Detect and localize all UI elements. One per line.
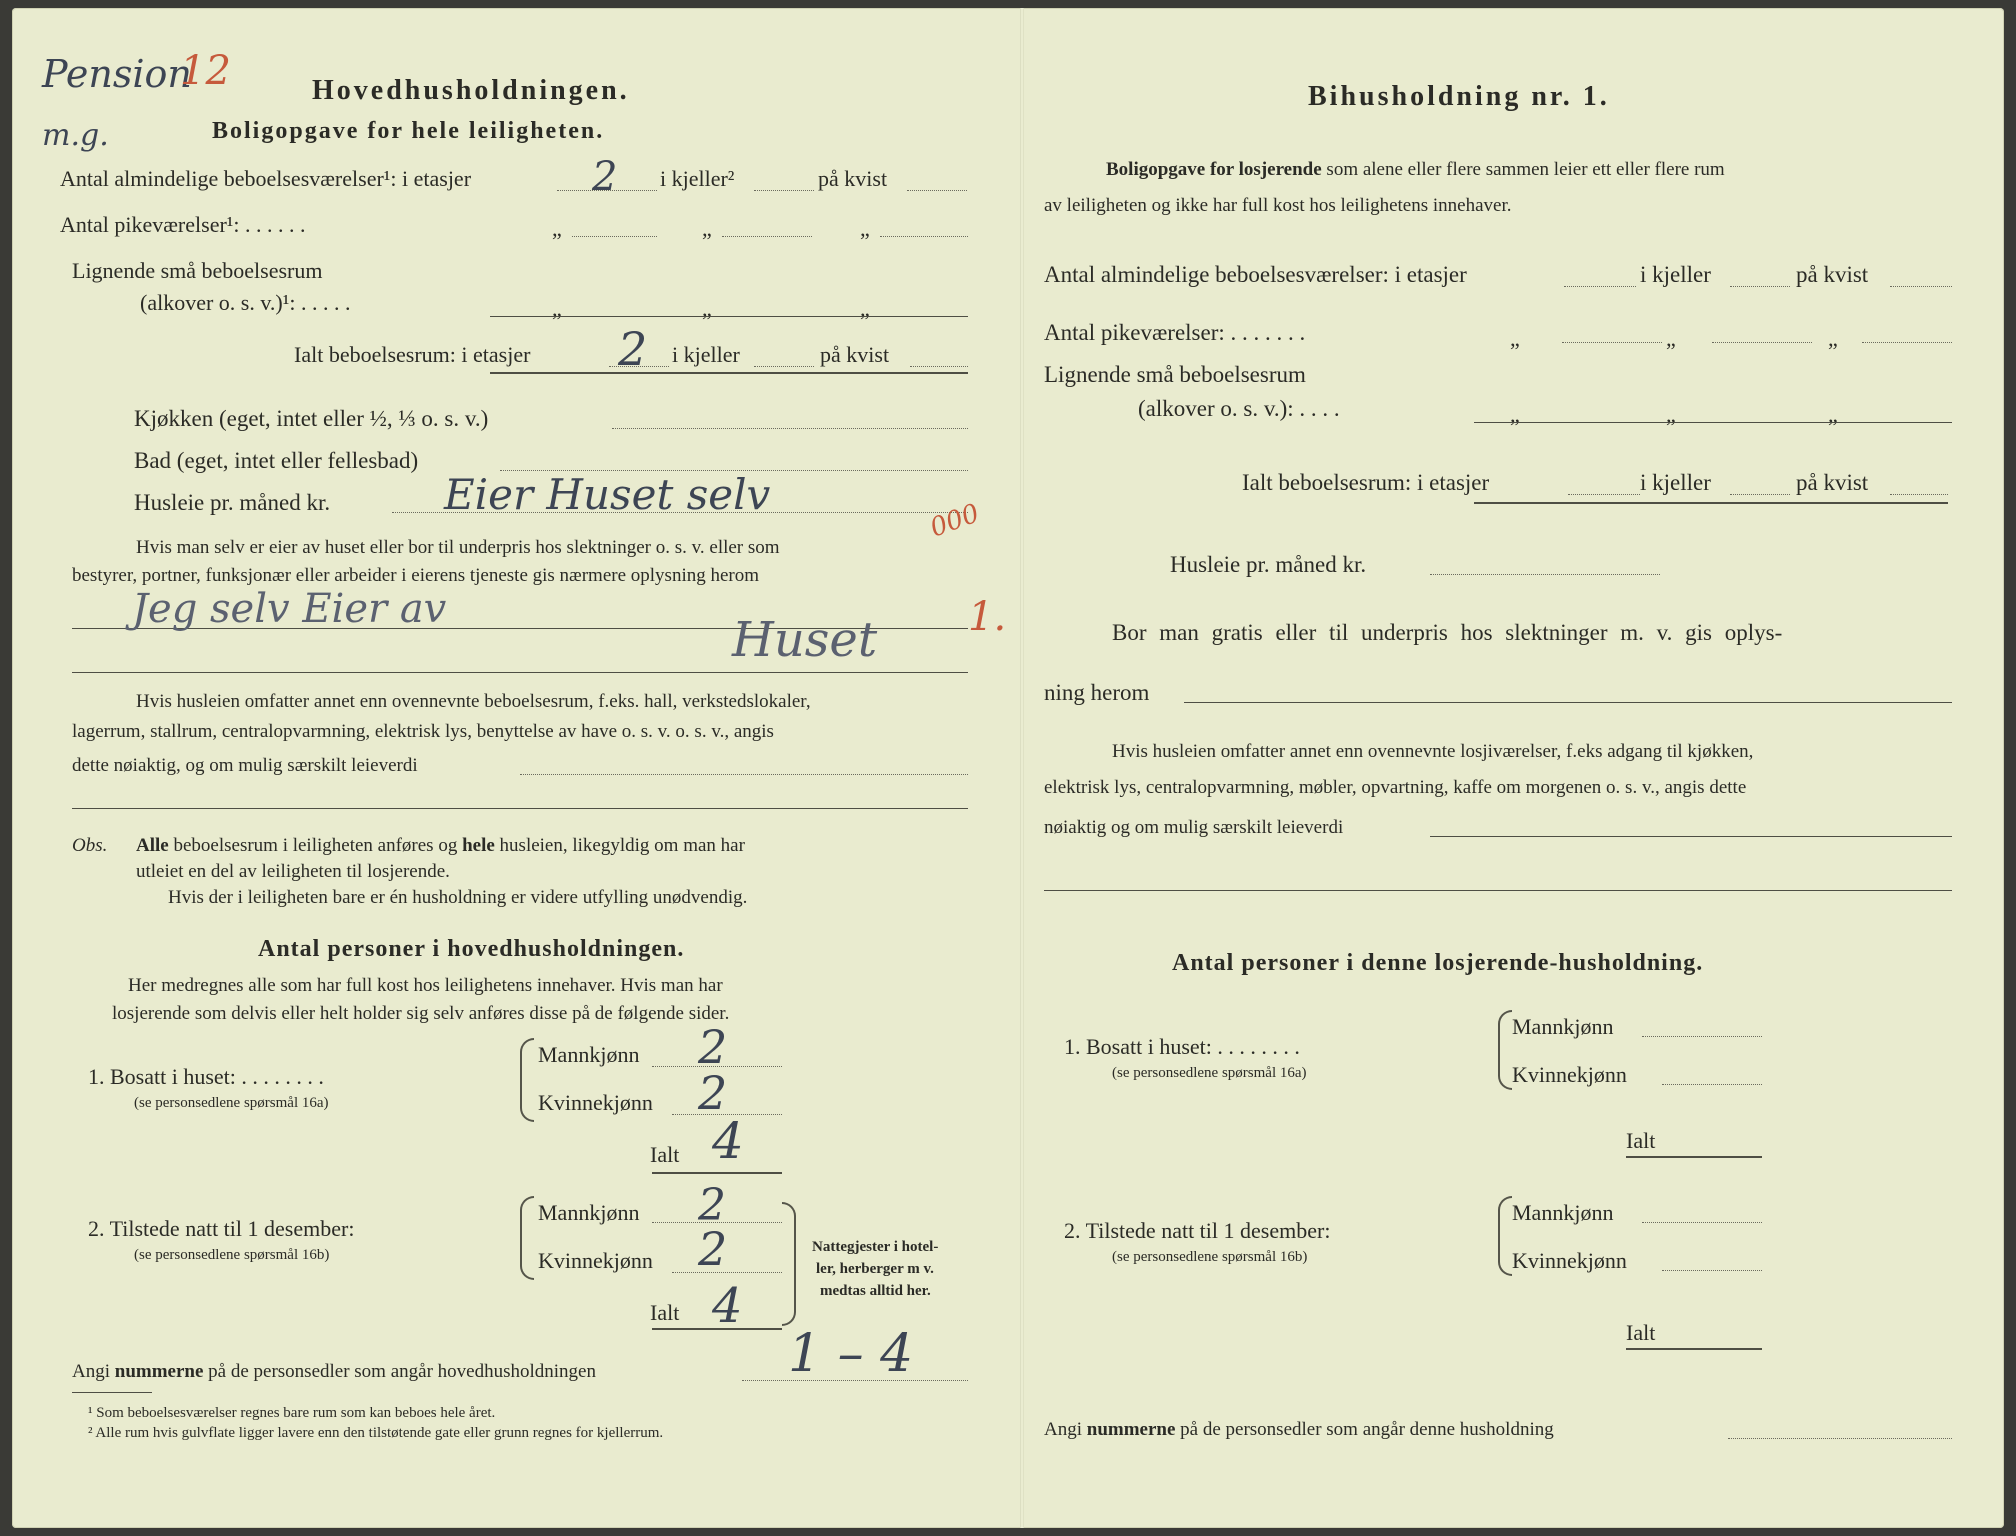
right-q1-brace [1498, 1010, 1512, 1090]
hw-nummer: 1 – 4 [788, 1324, 914, 1384]
hw-husleie: Eier Huset selv [444, 470, 771, 519]
right-intro-2: av leiligheten og ikke har full kost hos leilighetens innehaver. [1044, 195, 1512, 216]
ialt-kjeller-field[interactable] [754, 366, 814, 367]
right-angi-a: Angi [1044, 1419, 1082, 1440]
ialt-underline [490, 372, 968, 374]
hw-q1-kvinne: 2 [698, 1066, 728, 1120]
lignende-sum-line [490, 316, 968, 317]
pike-kjeller-field[interactable] [722, 236, 812, 237]
q1-mann-label: Mannkjønn [538, 1042, 640, 1067]
hw-ialt-etasjer: 2 [618, 322, 648, 376]
census-form-sheet [12, 8, 2004, 1528]
hw-ooo: 000 [926, 498, 984, 544]
ditto-mark: „ [860, 296, 870, 321]
footnote-rule [72, 1392, 152, 1393]
ialt-kjeller-label: i kjeller [672, 342, 740, 367]
left-subtitle: Boligopgave for hele leiligheten. [212, 118, 605, 144]
rooms-kjeller-field[interactable] [754, 190, 814, 191]
hw-mark-one: 1. [968, 594, 1007, 640]
ditto-mark: „ [1828, 326, 1838, 351]
q1-ialt-field[interactable] [652, 1172, 782, 1174]
obs-text-a: beboelsesrum i leiligheten anføres og [173, 835, 458, 856]
q1-ialt-label: Ialt [650, 1142, 680, 1167]
q2-brace [520, 1196, 534, 1280]
rooms-kvist-label: på kvist [818, 166, 888, 191]
ditto-mark: „ [860, 216, 870, 241]
note-omfatter-1: Hvis husleien omfatter annet enn ovennevnte beboelsesrum, f.eks. hall, verkstedslokaler, [136, 691, 811, 712]
persons-title: Antal personer i hovedhusholdningen. [258, 936, 685, 962]
q2-label: 2. Tilstede natt til 1 desember: [88, 1216, 355, 1241]
right-q1-kvinne-label: Kvinnekjønn [1512, 1062, 1627, 1087]
note-omfatter-3: dette nøiaktig, og om mulig særskilt leieverdi [72, 755, 418, 776]
right-q2-mann-label: Mannkjønn [1512, 1200, 1614, 1225]
q2-ialt-label: Ialt [650, 1300, 680, 1325]
q1-sub: (se personsedlene spørsmål 16a) [134, 1095, 329, 1111]
right-rooms-label: Antal almindelige beboelsesværelser: i etasjer [1044, 262, 1467, 287]
right-q1-ialt-label: Ialt [1626, 1128, 1656, 1153]
right-persons-title: Antal personer i denne losjerende-husholdning. [1172, 950, 1704, 976]
right-q2-label: 2. Tilstede natt til 1 desember: [1064, 1218, 1331, 1243]
right-pike-label: Antal pikeværelser: . . . . . . . [1044, 320, 1306, 345]
hw-q2-ialt: 4 [712, 1278, 743, 1334]
rooms-kvist-field[interactable] [907, 190, 967, 191]
lignende-label-1: Lignende små beboelsesrum [72, 258, 323, 283]
right-gratis-2: ning herom [1044, 680, 1150, 705]
note-omfatter-2: lagerrum, stallrum, centralopvarmning, elektrisk lys, benyttelse av have o. s. v. o. s. v., angis [72, 721, 774, 742]
right-title: Bihusholdning nr. 1. [1308, 81, 1610, 112]
right-q2-kvinne-field[interactable] [1662, 1270, 1762, 1271]
obs-text-b: husleien, likegyldig om man har [499, 835, 745, 856]
ditto-mark: „ [1510, 326, 1520, 351]
right-husleie-field[interactable] [1430, 574, 1660, 575]
right-intro-1 [1106, 158, 1725, 182]
right-pike-etasjer-field[interactable] [1562, 342, 1662, 343]
persons-note-1: Her medregnes alle som har full kost hos leilighetens innehaver. Hvis man har [128, 975, 723, 996]
obs-label: Obs. [72, 835, 108, 856]
right-angi-c: på de personsedler som angår denne husholdning [1180, 1419, 1554, 1440]
pike-etasjer-field[interactable] [572, 236, 657, 237]
right-angi-field[interactable] [1728, 1438, 1952, 1439]
right-angi-line [1044, 1418, 1554, 1442]
right-ialt-underline [1474, 502, 1948, 504]
hw-q2-mann: 2 [698, 1180, 726, 1231]
right-lignende-1: Lignende små beboelsesrum [1044, 362, 1306, 387]
page-fold [1020, 8, 1024, 1528]
ialt-kvist-label: på kvist [820, 342, 890, 367]
note-eier-2: bestyrer, portner, funksjonær eller arbeider i eierens tjeneste gis nærmere oplysning herom [72, 565, 760, 586]
q2-sub: (se personsedlene spørsmål 16b) [134, 1247, 330, 1263]
pike-label: Antal pikeværelser¹: . . . . . . [60, 212, 306, 237]
right-husleie-label: Husleie pr. måned kr. [1170, 552, 1367, 577]
right-q2-ialt-field[interactable] [1626, 1348, 1762, 1350]
right-q2-sub: (se personsedlene spørsmål 16b) [1112, 1249, 1308, 1265]
right-rooms-kjeller-field[interactable] [1730, 286, 1790, 287]
ialt-kvist-field[interactable] [910, 366, 968, 367]
ditto-mark: „ [702, 216, 712, 241]
obs-hele: hele [462, 835, 495, 856]
right-intro-bold: Boligopgave for losjerende [1106, 159, 1322, 180]
q1-kvinne-label: Kvinnekjønn [538, 1090, 653, 1115]
ditto-mark: „ [552, 296, 562, 321]
ialt-label: Ialt beboelsesrum: i etasjer [294, 342, 531, 367]
q1-brace [520, 1038, 534, 1122]
ditto-mark: „ [552, 216, 562, 241]
omfatter-field[interactable] [520, 774, 968, 775]
right-q2-ialt-label: Ialt [1626, 1320, 1656, 1345]
eier-line-2[interactable] [72, 672, 968, 673]
right-lignende-2: (alkover o. s. v.): . . . . [1138, 396, 1340, 421]
hw-q1-ialt: 4 [712, 1112, 744, 1170]
right-q2-brace [1498, 1196, 1512, 1276]
right-intro-rest: som alene eller flere sammen leier ett eller flere rum [1326, 159, 1725, 180]
right-q1-label: 1. Bosatt i huset: . . . . . . . . [1064, 1034, 1300, 1059]
hw-eier-2: Huset [732, 612, 878, 668]
right-rooms-etasjer-field[interactable] [1564, 286, 1636, 287]
right-gratis-field[interactable] [1184, 702, 1952, 703]
right-ialt-etasjer-field[interactable] [1568, 494, 1640, 495]
q1-label: 1. Bosatt i huset: . . . . . . . . [88, 1064, 324, 1089]
bad-label: Bad (eget, intet eller fellesbad) [134, 448, 419, 473]
right-q2-mann-field[interactable] [1642, 1222, 1762, 1223]
note-eier-1: Hvis man selv er eier av huset eller bor til underpris hos slektninger o. s. v. eller som [136, 537, 780, 558]
obs-line-1 [136, 834, 745, 858]
rooms-kjeller-label: i kjeller² [660, 166, 735, 191]
right-q2-kvinne-label: Kvinnekjønn [1512, 1248, 1627, 1273]
right-omfatter-1: Hvis husleien omfatter annet enn ovennevnte losjiværelser, f.eks adgang til kjøkken, [1112, 741, 1754, 762]
hw-pension: Pension [42, 52, 192, 96]
right-q1-mann-label: Mannkjønn [1512, 1014, 1614, 1039]
right-omfatter-2: elektrisk lys, centralopvarmning, møbler, opvartning, kaffe om morgenen o. s. v., angis dette [1044, 777, 1747, 798]
hw-q1-mann: 2 [698, 1020, 728, 1074]
angi-line [72, 1360, 596, 1384]
hw-mg: m.g. [42, 118, 109, 153]
hw-q2-kvinne: 2 [698, 1222, 728, 1276]
ditto-mark: „ [1666, 402, 1676, 427]
left-title: Hovedhusholdningen. [312, 75, 630, 106]
right-ialt-kvist-field[interactable] [1890, 494, 1948, 495]
nattegjester-1: Nattegjester i hotel- [812, 1239, 939, 1255]
lignende-label-2: (alkover o. s. v.)¹: . . . . . [140, 290, 351, 315]
rooms-label: Antal almindelige beboelsesværelser¹: i etasjer [60, 166, 472, 191]
right-ialt-kvist-label: på kvist [1796, 470, 1869, 495]
right-lignende-sum-line [1474, 422, 1952, 423]
right-q1-sub: (se personsedlene spørsmål 16a) [1112, 1065, 1307, 1081]
footnote-2: ² Alle rum hvis gulvflate ligger lavere enn den tilstøtende gate eller grunn regnes for kjellerrum. [88, 1425, 664, 1441]
q2-kvinne-label: Kvinnekjønn [538, 1248, 653, 1273]
angi-nummerne: nummerne [114, 1361, 204, 1382]
nattegjester-2: ler, herberger m v. [816, 1261, 934, 1277]
husleie-label: Husleie pr. måned kr. [134, 490, 331, 515]
footnote-1: ¹ Som beboelsesværelser regnes bare rum som kan beboes hele året. [88, 1405, 496, 1421]
ditto-mark: „ [1666, 326, 1676, 351]
obs-alle: Alle [136, 835, 169, 856]
right-ialt-kjeller-field[interactable] [1730, 494, 1790, 495]
obs-line-2: utleiet en del av leiligheten til losjerende. [136, 861, 450, 882]
right-q1-ialt-field[interactable] [1626, 1156, 1762, 1158]
right-pike-kvist-field[interactable] [1862, 342, 1952, 343]
hw-eier-1: Jeg selv Eier av [132, 586, 447, 632]
ditto-mark: „ [1510, 402, 1520, 427]
right-angi-nummerne: nummerne [1086, 1419, 1176, 1440]
hw-rooms-etasjer: 2 [592, 154, 618, 200]
ditto-mark: „ [1828, 402, 1838, 427]
omfatter-line-2[interactable] [72, 808, 968, 809]
right-omfatter-line-2[interactable] [1044, 890, 1952, 891]
right-omfatter-field[interactable] [1430, 836, 1952, 837]
ditto-mark: „ [702, 296, 712, 321]
angi-a: Angi [72, 1361, 110, 1382]
right-rooms-kjeller-label: i kjeller [1640, 262, 1711, 287]
kjokken-field[interactable] [612, 428, 968, 429]
q2-mann-label: Mannkjønn [538, 1200, 640, 1225]
right-q1-kvinne-field[interactable] [1662, 1084, 1762, 1085]
right-ialt-kjeller-label: i kjeller [1640, 470, 1711, 495]
right-rooms-kvist-field[interactable] [1890, 286, 1952, 287]
right-gratis-1: Bor man gratis eller til underpris hos slektninger m. v. gis oplys- [1112, 620, 1783, 645]
right-pike-kjeller-field[interactable] [1712, 342, 1812, 343]
right-rooms-kvist-label: på kvist [1796, 262, 1869, 287]
q2-brace-right [782, 1202, 796, 1326]
pike-kvist-field[interactable] [880, 236, 968, 237]
angi-c: på de personsedler som angår hovedhusholdningen [208, 1361, 596, 1382]
right-omfatter-3: nøiaktig og om mulig særskilt leieverdi [1044, 817, 1344, 838]
persons-note-2: losjerende som delvis eller helt holder sig selv anføres disse på de følgende sider. [112, 1003, 730, 1024]
obs-line-3: Hvis der i leiligheten bare er én husholdning er videre utfylling unødvendig. [168, 887, 748, 908]
kjokken-label: Kjøkken (eget, intet eller ½, ⅓ o. s. v.) [134, 406, 489, 431]
right-ialt-label: Ialt beboelsesrum: i etasjer [1242, 470, 1490, 495]
right-q1-mann-field[interactable] [1642, 1036, 1762, 1037]
nattegjester-3: medtas alltid her. [820, 1283, 931, 1299]
hw-pension-number: 12 [180, 48, 231, 94]
